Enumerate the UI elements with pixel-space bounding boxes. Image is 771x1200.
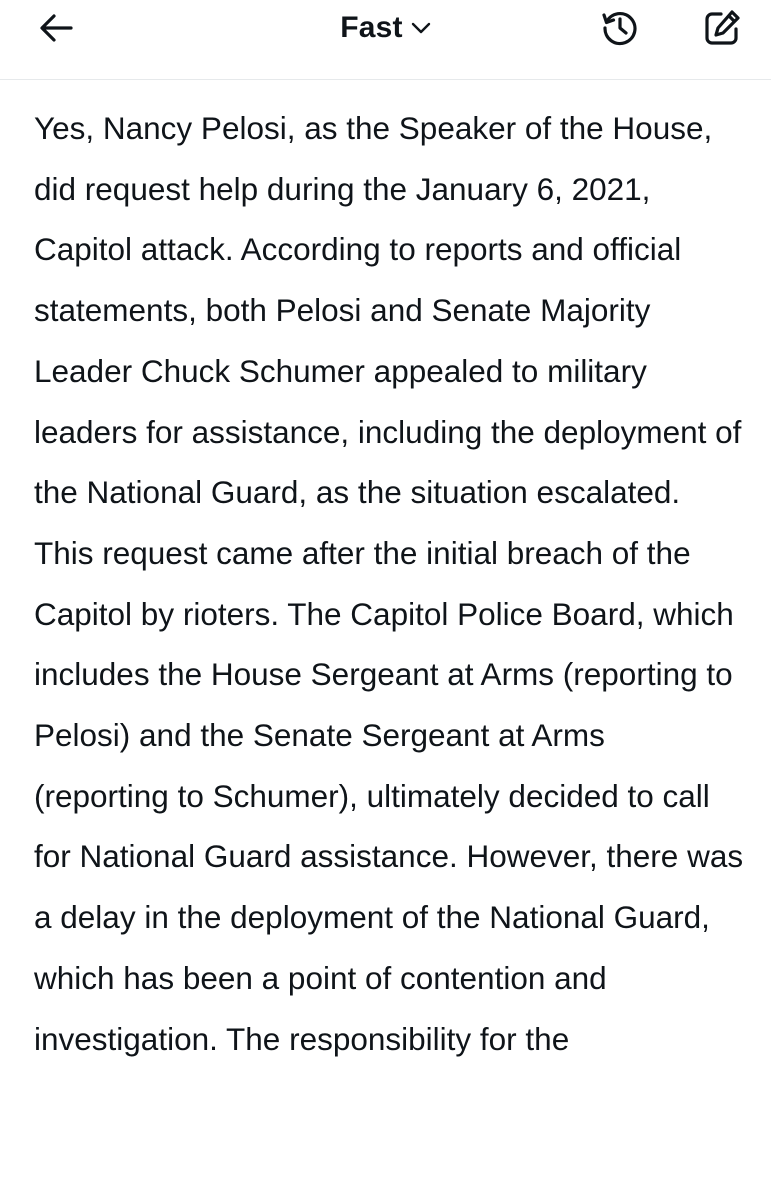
chevron-down-icon xyxy=(411,21,431,35)
top-bar xyxy=(0,0,771,80)
history-icon xyxy=(600,8,640,48)
model-selector-label: Fast xyxy=(340,11,403,44)
chat-response xyxy=(34,98,744,1069)
model-selector[interactable] xyxy=(306,8,466,48)
response-text: Yes, Nancy Pelosi, as the Speaker of the House, did request help during the January 6, 2021, Capitol attack. According to reports and official statements, both Pelosi and Senate Majority Leader Chuck Schumer appealed to military leaders for assistance, including the deployment of the National Guard, as the situation escalated. This request came after the initial breach of the Capitol by rioters. The Capitol Police Board, which includes the House Sergeant at Arms (reporting to Pelosi) and the Senate Sergeant at Arms (reporting to Schumer), ultimately decided to call for National Guard assistance. However, there was a delay in the deployment of the National Guard, which has been a point of contention and investigation. The responsibility for the xyxy=(34,110,744,1057)
new-chat-button[interactable] xyxy=(700,6,744,50)
history-button[interactable] xyxy=(598,6,642,50)
compose-icon xyxy=(702,8,742,48)
arrow-left-icon xyxy=(38,13,74,43)
back-button[interactable] xyxy=(34,8,78,48)
